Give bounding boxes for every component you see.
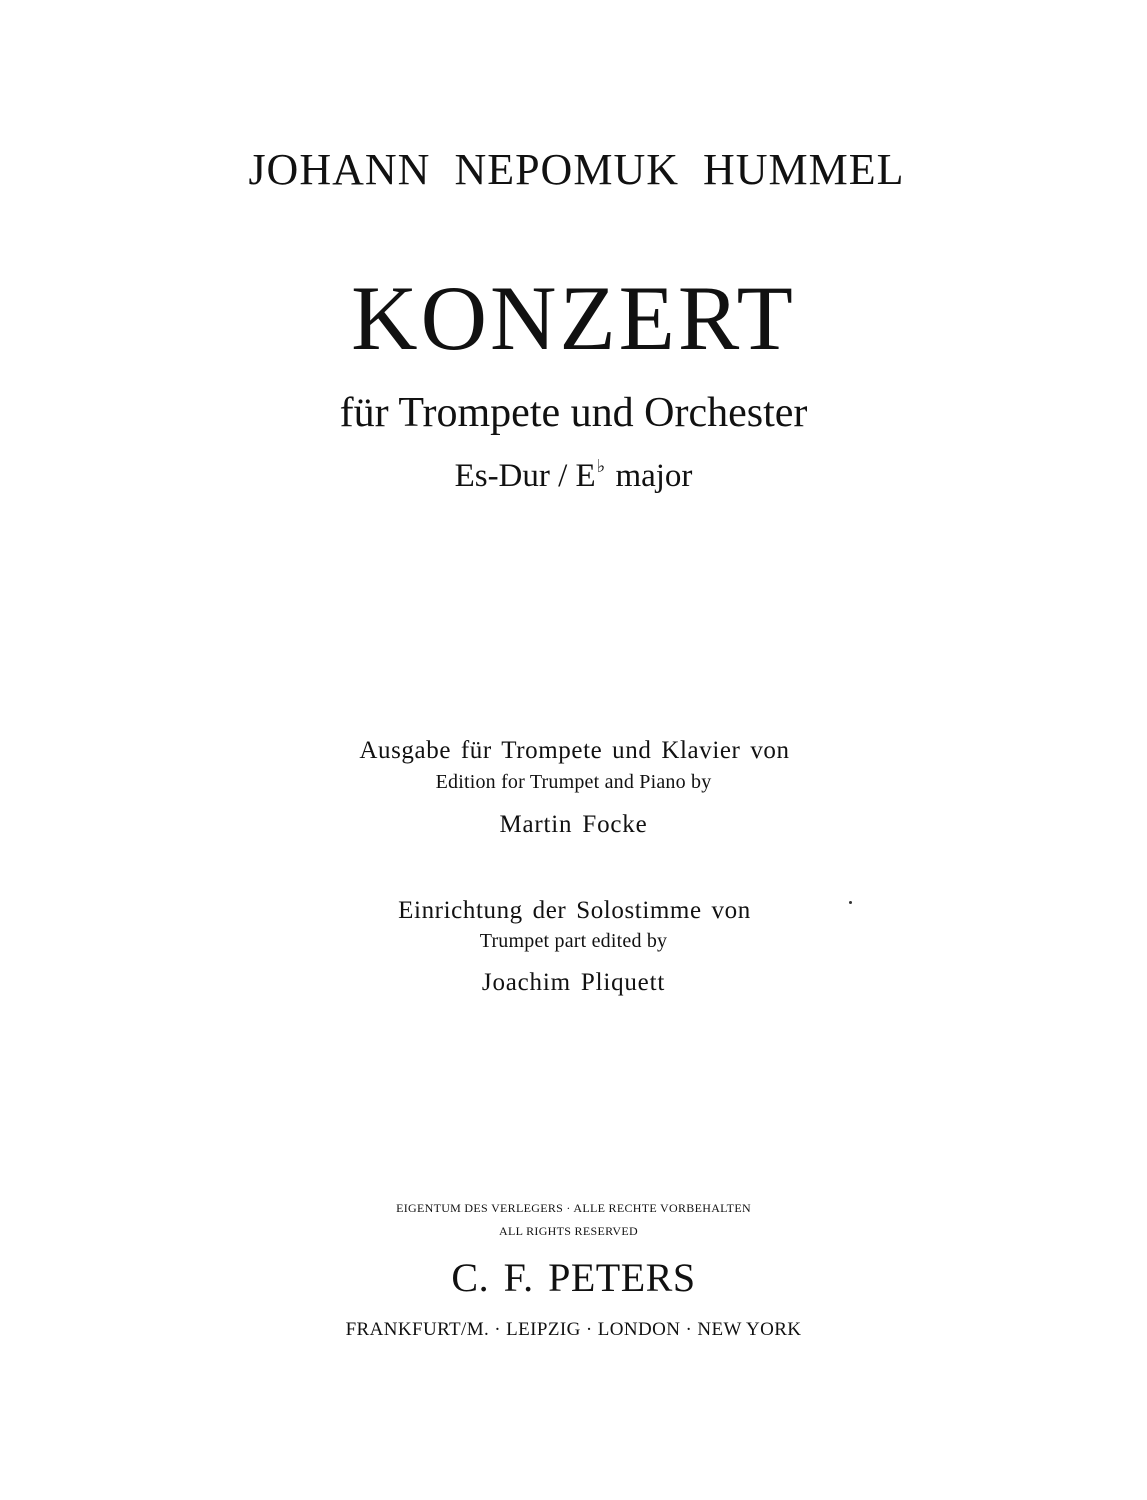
paper-speck [849, 901, 852, 904]
rights-notice-english: ALL RIGHTS RESERVED [499, 1224, 638, 1238]
publisher-name: C. F. PETERS [451, 1255, 696, 1300]
composer-name: JOHANN NEPOMUK HUMMEL [248, 145, 905, 194]
editor-name: Martin Focke [499, 811, 648, 838]
flat-sign: ♭ [596, 456, 606, 476]
edition-credit-english: Edition for Trumpet and Piano by [435, 771, 712, 793]
rights-notice-german: EIGENTUM DES VERLEGERS · ALLE RECHTE VORBEHALTEN [396, 1201, 751, 1215]
publisher-cities: FRANKFURT/M. · LEIPZIG · LONDON · NEW YORK [345, 1319, 802, 1340]
work-subtitle: für Trompete und Orchester [339, 390, 808, 436]
edition-credit-german: Ausgabe für Trompete und Klavier von [359, 737, 790, 764]
key-signature [0, 456, 1147, 494]
solo-part-credit-german: Einrichtung der Solostimme von [398, 897, 751, 924]
work-title: KONZERT [351, 267, 796, 369]
solo-part-editor-name: Joachim Pliquett [481, 969, 666, 996]
solo-part-credit-english: Trumpet part edited by [479, 930, 668, 952]
key-mode: major [607, 458, 693, 494]
key-text: Es-Dur / E [454, 458, 596, 494]
